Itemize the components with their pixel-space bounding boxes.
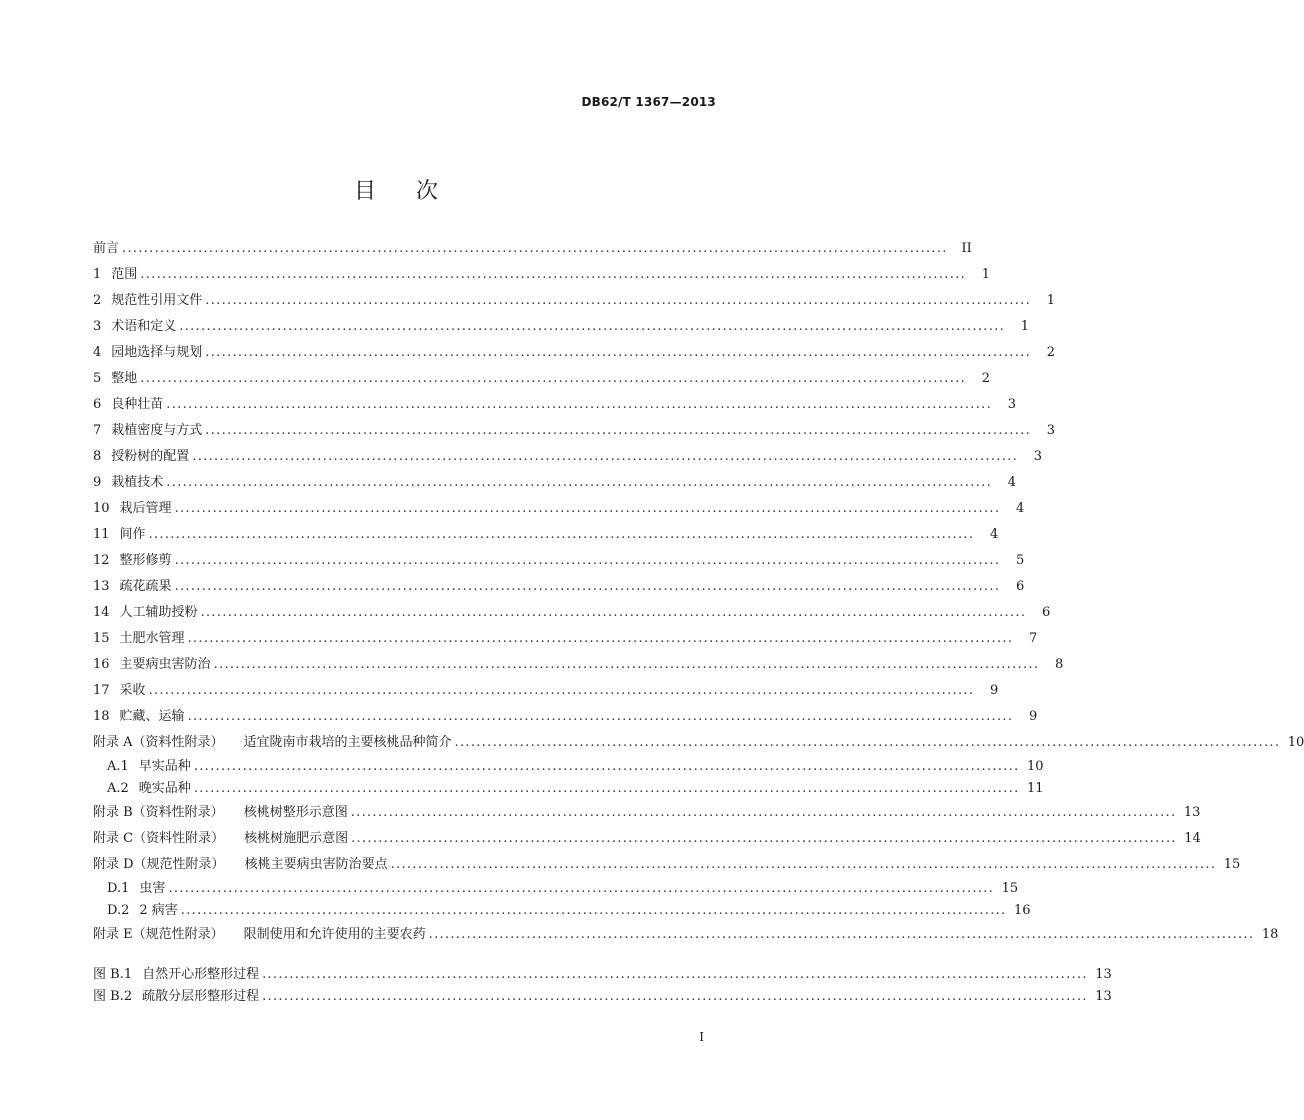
toc-entry[interactable] xyxy=(93,470,1017,496)
toc-entry[interactable] xyxy=(93,392,1017,418)
toc-page-number: 4 xyxy=(1016,501,1025,516)
toc-entry-label: 图 B.2 疏散分层形整形过程 xyxy=(93,986,262,1008)
toc-page-number: 9 xyxy=(1029,709,1038,724)
toc-entry[interactable] xyxy=(93,626,1038,652)
toc-entry-label: 附录 A（资料性附录） 适宜陇南市栽培的主要核桃品种简介 xyxy=(93,730,455,756)
toc-entry-label: 5 整地 xyxy=(93,366,140,392)
toc-entry[interactable] xyxy=(93,574,1025,600)
toc-entry-label: 17 采收 xyxy=(93,678,149,704)
toc-page-number: 18 xyxy=(1261,927,1279,942)
toc-entry[interactable] xyxy=(93,262,991,288)
toc-entry[interactable] xyxy=(93,288,1056,314)
standard-code: DB62/T 1367—2013 xyxy=(581,95,716,109)
toc-entry-label: 9 栽植技术 xyxy=(93,470,166,496)
dot-leader: ........................................................................................................................................................ xyxy=(205,293,1032,308)
toc-subentry-a1[interactable] xyxy=(93,756,1044,778)
toc-entry-label: D.2 2 病害 xyxy=(93,900,181,922)
section-gap xyxy=(93,948,709,964)
toc-page-number: 11 xyxy=(1026,781,1044,796)
toc-page-number: 4 xyxy=(1007,475,1017,490)
toc-appendix-b[interactable] xyxy=(93,800,1201,826)
toc-entry-label: 8 授粉树的配置 xyxy=(93,444,192,470)
toc-page-number: 14 xyxy=(1184,831,1201,846)
toc-entry[interactable] xyxy=(93,678,999,704)
dot-leader: ........................................................................................................................................................ xyxy=(166,475,993,490)
toc-page-number: 5 xyxy=(1016,553,1025,568)
dot-leader: ........................................................................................................................................................ xyxy=(174,579,1001,594)
toc-entry-foreword[interactable] xyxy=(93,236,972,262)
toc-page-number: 16 xyxy=(1013,903,1031,918)
dot-leader: ........................................................................................................................................................ xyxy=(390,857,1217,872)
toc-entry-label: 13 疏花疏果 xyxy=(93,574,175,600)
toc-entry-label: 14 人工辅助授粉 xyxy=(93,600,201,626)
toc-page-number: 3 xyxy=(1046,423,1056,438)
toc-entry[interactable] xyxy=(93,314,1030,340)
toc-entry[interactable] xyxy=(93,704,1038,730)
toc-appendix-c[interactable] xyxy=(93,826,1201,852)
toc-entry-label: A.2 晚实品种 xyxy=(93,778,194,800)
toc-entry[interactable] xyxy=(93,600,1051,626)
toc-page-number: 1 xyxy=(1020,319,1030,334)
toc-page-number: 15 xyxy=(1001,881,1019,896)
dot-leader: ........................................................................................................................................................ xyxy=(174,501,1001,516)
toc-page-number: 15 xyxy=(1223,857,1241,872)
toc-appendix-a[interactable] xyxy=(93,730,1304,756)
toc-entry-label: 18 贮藏、运输 xyxy=(93,704,188,730)
dot-leader: ........................................................................................................................................................ xyxy=(122,241,948,256)
toc-entry[interactable] xyxy=(93,522,999,548)
dot-leader: ........................................................................................................................................................ xyxy=(454,735,1281,750)
toc-page-number: 10 xyxy=(1287,735,1304,750)
table-of-contents xyxy=(93,236,1304,1008)
toc-page-number: 13 xyxy=(1095,967,1112,982)
toc-entry-label: D.1 虫害 xyxy=(93,878,168,900)
toc-figure-b1[interactable] xyxy=(93,964,1112,986)
dot-leader: ........................................................................................................................................................ xyxy=(205,423,1032,438)
toc-entry[interactable] xyxy=(93,366,991,392)
toc-entry-label: 附录 B（资料性附录） 核桃树整形示意图 xyxy=(93,800,351,826)
toc-subentry-a2[interactable] xyxy=(93,778,1044,800)
toc-entry[interactable] xyxy=(93,496,1025,522)
dot-leader: ........................................................................................................................................................ xyxy=(187,709,1014,724)
toc-subentry-d2[interactable] xyxy=(93,900,1031,922)
toc-page-number: 10 xyxy=(1026,759,1044,774)
toc-entry-label: 7 栽植密度与方式 xyxy=(93,418,205,444)
toc-appendix-d[interactable] xyxy=(93,852,1241,878)
toc-page-number: II xyxy=(961,241,972,256)
toc-entry-label: 12 整形修剪 xyxy=(93,548,175,574)
toc-page-number: 8 xyxy=(1055,657,1064,672)
dot-leader: ........................................................................................................................................................ xyxy=(168,881,995,896)
toc-entry-label: 3 术语和定义 xyxy=(93,314,179,340)
toc-page-number: 2 xyxy=(981,371,991,386)
toc-entry-label: 前言 xyxy=(93,236,122,262)
dot-leader: ........................................................................................................................................................ xyxy=(140,267,967,282)
toc-page-number: 3 xyxy=(1007,397,1017,412)
toc-entry[interactable] xyxy=(93,652,1064,678)
dot-leader: ........................................................................................................................................................ xyxy=(213,657,1040,672)
dot-leader: ........................................................................................................................................................ xyxy=(148,527,975,542)
toc-page-number: 13 xyxy=(1095,989,1112,1004)
toc-entry[interactable] xyxy=(93,444,1043,470)
toc-entry[interactable] xyxy=(93,418,1056,444)
toc-page-number: 6 xyxy=(1016,579,1025,594)
dot-leader: ........................................................................................................................................................ xyxy=(200,605,1027,620)
dot-leader: ........................................................................................................................................................ xyxy=(193,781,1020,796)
dot-leader: ........................................................................................................................................................ xyxy=(350,805,1177,820)
dot-leader: ........................................................................................................................................................ xyxy=(205,345,1032,360)
toc-page-number: 9 xyxy=(990,683,999,698)
page-number: I xyxy=(699,1030,704,1044)
dot-leader: ........................................................................................................................................................ xyxy=(179,319,1006,334)
toc-entry-label: 2 规范性引用文件 xyxy=(93,288,205,314)
toc-entry-label: 6 良种壮苗 xyxy=(93,392,166,418)
toc-entry-label: 1 范围 xyxy=(93,262,140,288)
toc-appendix-e[interactable] xyxy=(93,922,1279,948)
toc-figure-b2[interactable] xyxy=(93,986,1112,1008)
dot-leader: ........................................................................................................................................................ xyxy=(193,759,1020,774)
toc-page-number: 4 xyxy=(990,527,999,542)
toc-entry-label: 15 土肥水管理 xyxy=(93,626,188,652)
toc-page-number: 1 xyxy=(981,267,991,282)
dot-leader: ........................................................................................................................................................ xyxy=(192,449,1019,464)
toc-page-number: 2 xyxy=(1046,345,1056,360)
dot-leader: ........................................................................................................................................................ xyxy=(351,831,1177,846)
toc-page-number: 7 xyxy=(1029,631,1038,646)
dot-leader: ........................................................................................................................................................ xyxy=(262,967,1088,982)
toc-entry-label: A.1 早实品种 xyxy=(93,756,194,778)
toc-entry-label: 11 间作 xyxy=(93,522,149,548)
dot-leader: ........................................................................................................................................................ xyxy=(140,371,967,386)
toc-entry-label: 16 主要病虫害防治 xyxy=(93,652,214,678)
toc-entry-label: 附录 C（资料性附录） 核桃树施肥示意图 xyxy=(93,826,351,852)
toc-entry[interactable] xyxy=(93,548,1025,574)
toc-page-number: 3 xyxy=(1033,449,1043,464)
toc-entry-label: 图 B.1 自然开心形整形过程 xyxy=(93,964,262,986)
dot-leader: ........................................................................................................................................................ xyxy=(148,683,975,698)
toc-entry-label: 附录 E（规范性附录） 限制使用和允许使用的主要农药 xyxy=(93,922,429,948)
dot-leader: ........................................................................................................................................................ xyxy=(428,927,1255,942)
toc-page-number: 1 xyxy=(1046,293,1056,308)
dot-leader: ........................................................................................................................................................ xyxy=(166,397,993,412)
toc-page-number: 6 xyxy=(1042,605,1051,620)
toc-page-number: 13 xyxy=(1183,805,1201,820)
toc-entry-label: 10 栽后管理 xyxy=(93,496,175,522)
dot-leader: ........................................................................................................................................................ xyxy=(174,553,1001,568)
toc-entry-label: 附录 D（规范性附录） 核桃主要病虫害防治要点 xyxy=(93,852,391,878)
toc-entry-label: 4 园地选择与规划 xyxy=(93,340,205,366)
toc-subentry-d1[interactable] xyxy=(93,878,1019,900)
dot-leader: ........................................................................................................................................................ xyxy=(180,903,1007,918)
dot-leader: ........................................................................................................................................................ xyxy=(187,631,1014,646)
toc-entry[interactable] xyxy=(93,340,1056,366)
dot-leader: ........................................................................................................................................................ xyxy=(262,989,1088,1004)
page-title: 目次 xyxy=(353,179,478,204)
